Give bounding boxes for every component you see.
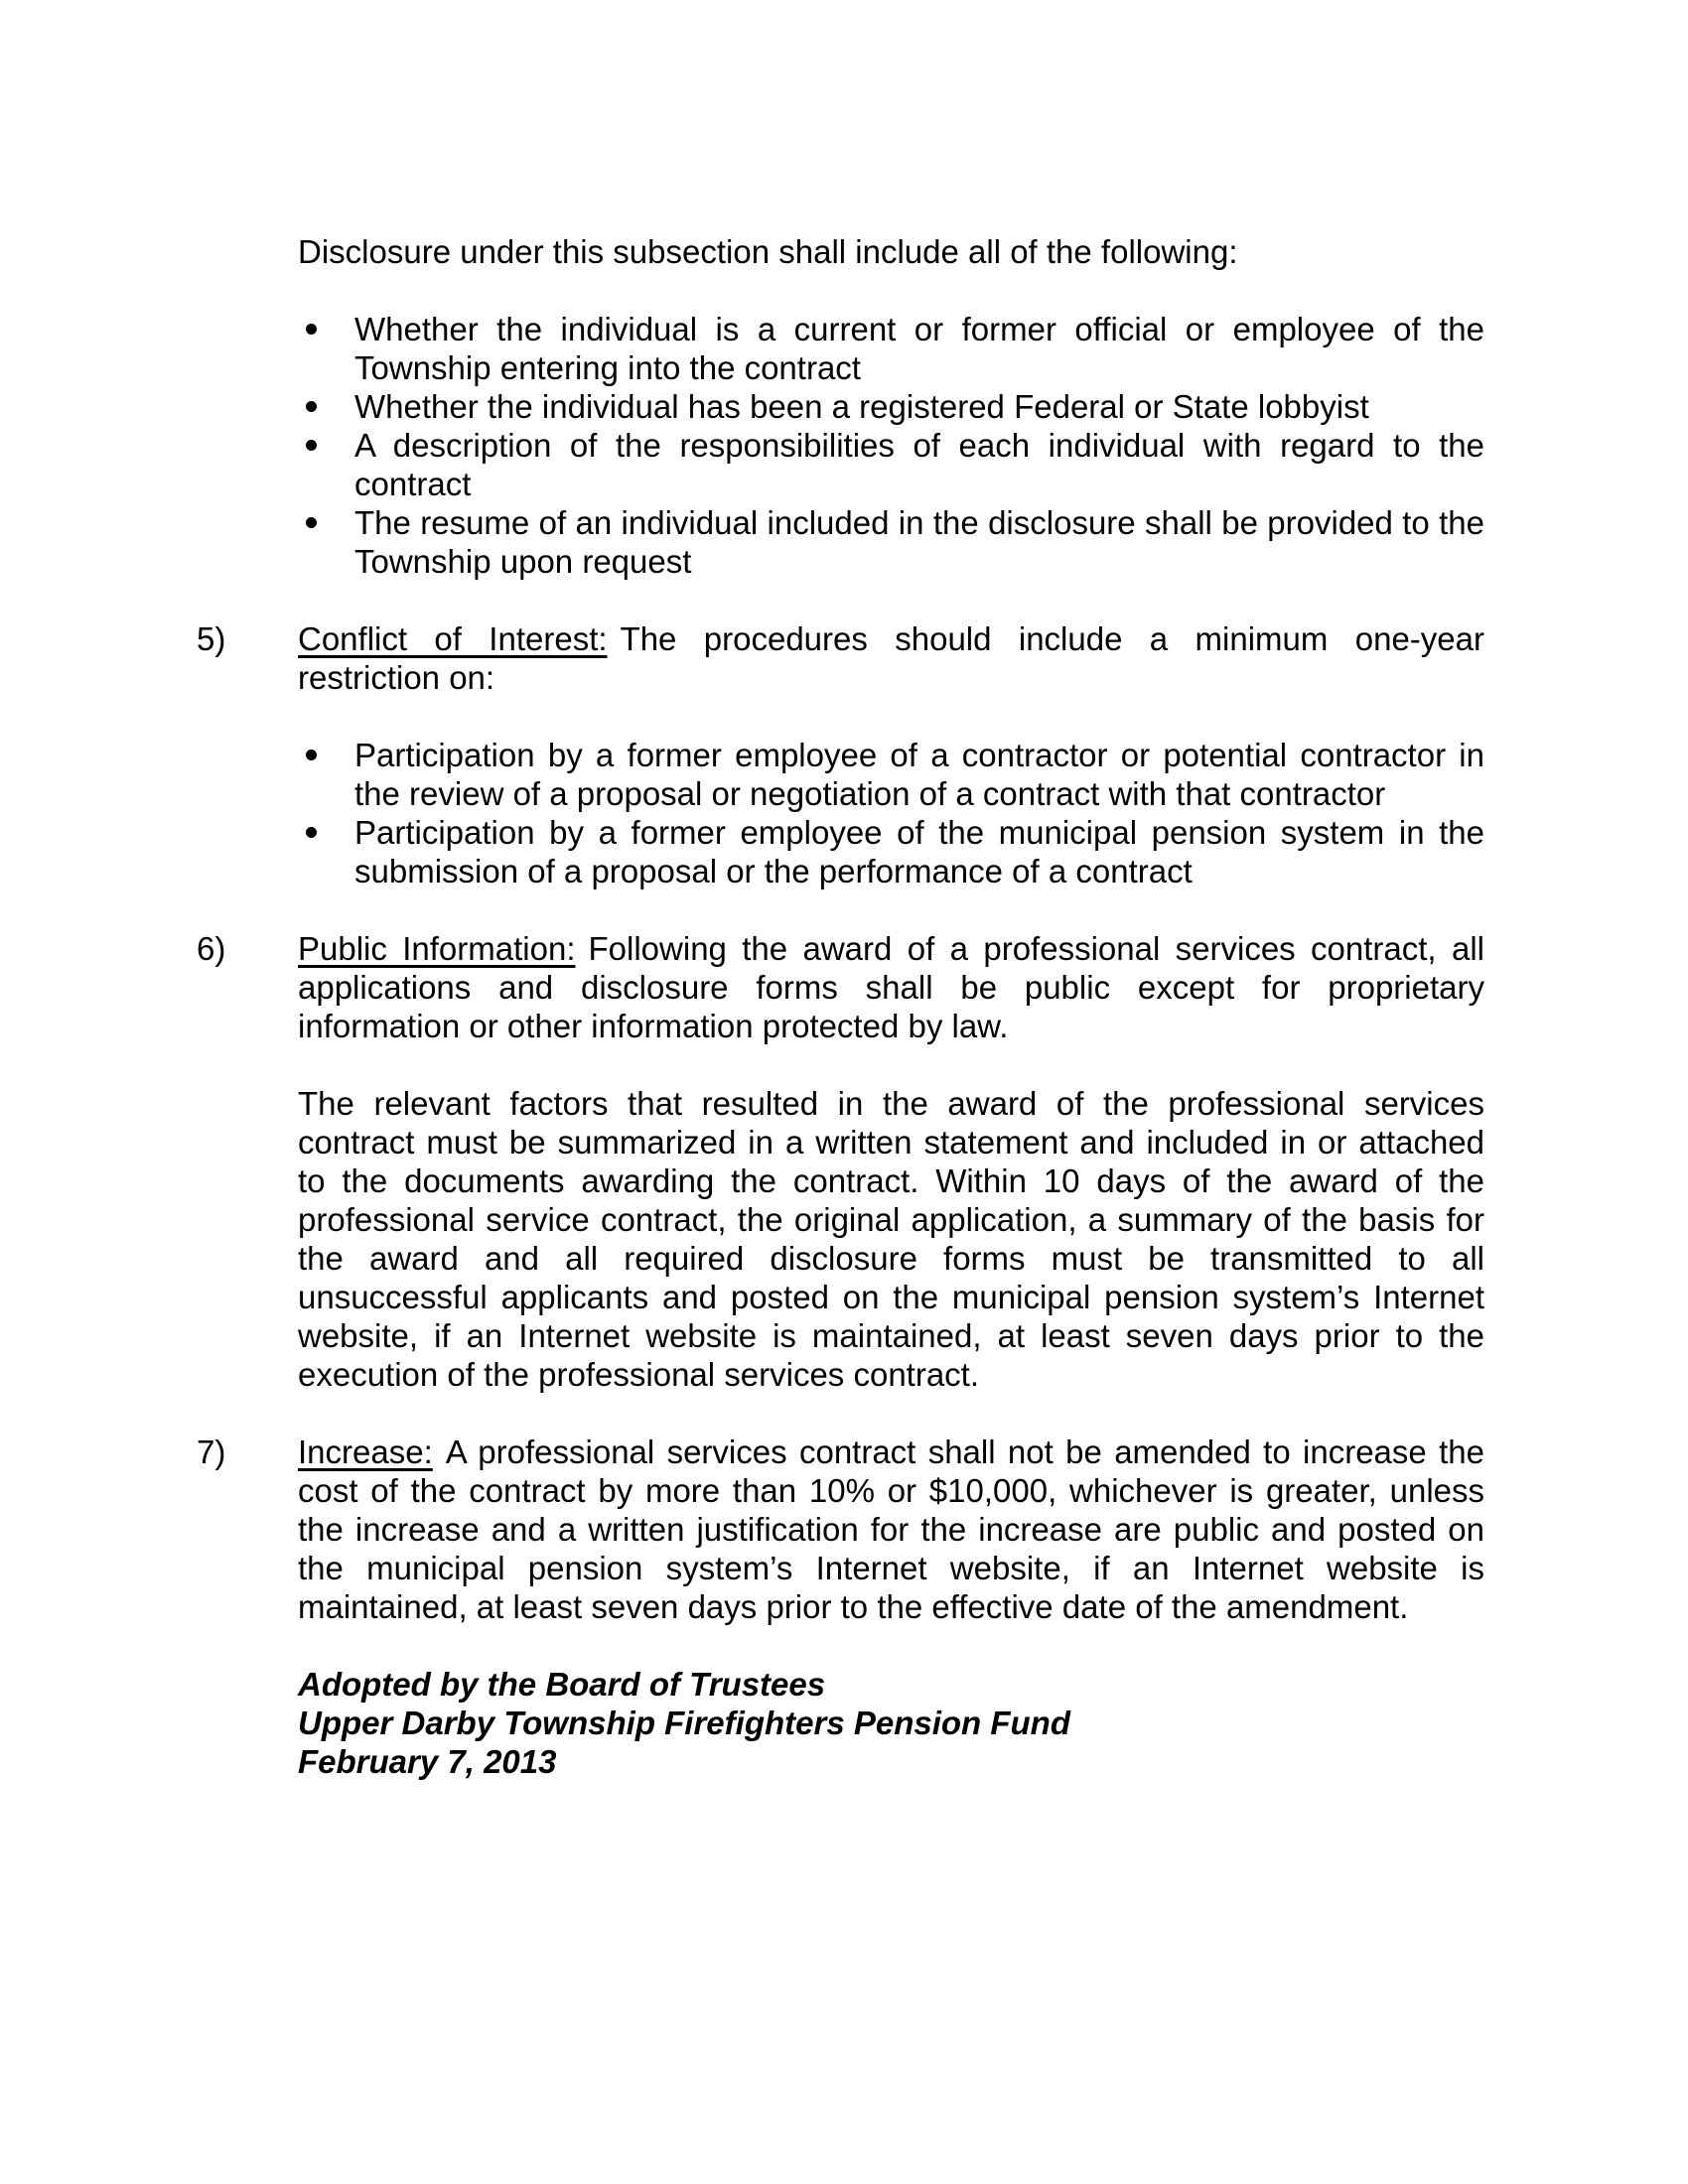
bullet-item [298, 813, 1484, 890]
signature-line-fund-name: Upper Darby Township Firefighters Pension Fund [298, 1705, 1070, 1741]
bullet-icon [306, 750, 317, 760]
bullet-text: The resume of an individual included in the disclosure shall be provided to the Township upon request [354, 504, 1484, 580]
section-number: 7) [197, 1433, 226, 1470]
section-body [298, 929, 1484, 1394]
signature-line-date: February 7, 2013 [298, 1743, 557, 1780]
section-6-public-information [197, 929, 1484, 1394]
bullet-text: Participation by a former employee of a contractor or potential contractor in the review of a proposal or negotiation of a contract with that contractor [354, 737, 1484, 812]
bullet-item [298, 426, 1484, 503]
section-number: 5) [197, 620, 226, 657]
bullet-text: Whether the individual is a current or former official or employee of the Township entering into the contract [354, 311, 1484, 386]
bullet-icon [306, 440, 317, 451]
section-follow-paragraph: The relevant factors that resulted in the award of the professional services contract must be summarized in a written statement and included in or attached to the documents awarding the contract. Within 10 days of the award of the professional service contract, the original application, a summary of the basis for the award and all required disclosure forms must be transmitted to all unsuccessful applicants and posted on the municipal pension system’s Internet website, if an Internet website is maintained, at least seven days prior to the execution of the professional services contract. [298, 1085, 1484, 1393]
section-paragraph [298, 1433, 1484, 1626]
signature-block [298, 1665, 1484, 1781]
section-heading: Conflict of Interest: [298, 620, 608, 657]
intro-paragraph: Disclosure under this subsection shall include all of the following: [298, 233, 1238, 270]
bullet-icon [306, 517, 317, 528]
bullet-text: Participation by a former employee of the municipal pension system in the submission of a proposal or the performance of a contract [354, 814, 1484, 889]
section-heading: Increase: [298, 1433, 433, 1470]
section-heading: Public Information: [298, 930, 576, 967]
section-5-conflict-of-interest [197, 619, 1484, 890]
section-7-increase [197, 1433, 1484, 1626]
document-body [197, 232, 1484, 1781]
bullet-icon [306, 401, 317, 412]
bullet-item [298, 736, 1484, 813]
section-body [298, 619, 1484, 890]
section-lead: The procedures should include a minimum one-year restriction on: [298, 620, 1484, 696]
bullet-item [298, 503, 1484, 581]
conflict-bullet-list [298, 736, 1484, 890]
bullet-item [298, 387, 1484, 426]
disclosure-bullet-list [298, 310, 1484, 581]
bullet-text: Whether the individual has been a registered Federal or State lobbyist [354, 388, 1369, 425]
section-lead: Following the award of a professional services contract, all applications and disclosure forms shall be public except for proprietary information or other information protected by law. [298, 930, 1484, 1044]
bullet-icon [306, 324, 317, 335]
bullet-item [298, 310, 1484, 387]
bullet-text: A description of the responsibilities of each individual with regard to the contract [354, 427, 1484, 502]
section-body [298, 1433, 1484, 1626]
section-lead: A professional services contract shall not be amended to increase the cost of the contract by more than 10% or $10,000, whichever is greater, unless the increase and a written justification for the increase are public and posted on the municipal pension system’s Internet website, if an Internet website is maintained, at least seven days prior to the effective date of the amendment. [298, 1433, 1484, 1625]
signature-line-adopted-by: Adopted by the Board of Trustees [298, 1666, 826, 1703]
section-paragraph [298, 619, 1484, 697]
section-number: 6) [197, 930, 226, 967]
bullet-icon [306, 827, 317, 838]
section-paragraph [298, 929, 1484, 1045]
